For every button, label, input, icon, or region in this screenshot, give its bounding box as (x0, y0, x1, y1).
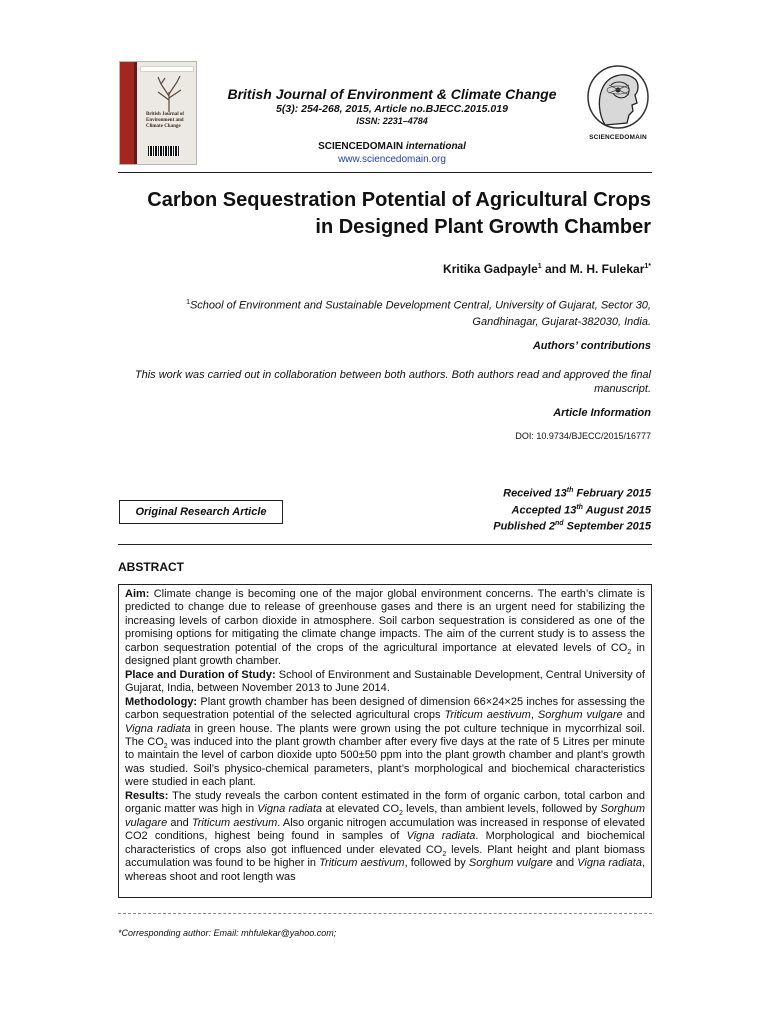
received-value: February 2015 (573, 487, 651, 500)
journal-volume-line: 5(3): 254-268, 2015, Article no.BJECC.2015.019 (276, 103, 508, 115)
published-label: Published 2 (493, 520, 555, 533)
abstract-aim (125, 588, 645, 669)
results-text: and (167, 816, 192, 829)
journal-title: British Journal of Environment & Climate Change (227, 86, 557, 102)
affiliation-text: School of Environment and Sustainable Development Central, University of Gujarat, Sector 30, Gandhinagar, Gujarat-382030, India. (189, 299, 651, 328)
ordinal-suffix: th (566, 487, 574, 494)
results-text: , whereas shoot and root length was (125, 857, 646, 883)
species-name: Vigna radiata (406, 830, 476, 843)
aim-text: in designed plant growth chamber. (125, 641, 646, 668)
affiliation (160, 295, 651, 330)
author-name: Kritika Gadpayle (443, 262, 538, 276)
aim-label: Aim: (125, 588, 150, 600)
doi-text: DOI: 10.9734/BJECC/2015/16777 (515, 431, 651, 441)
cover-spine-band (120, 62, 134, 164)
abstract-heading: ABSTRACT (118, 560, 184, 574)
publisher-suffix: international (405, 141, 466, 152)
methodology-label: Methodology: (125, 695, 198, 708)
species-name: Vigna radiata (577, 857, 642, 870)
article-information-heading: Article Information (553, 407, 651, 419)
cover-top-strip (140, 66, 194, 72)
corresponding-author-footnote: *Corresponding author: Email: mhfulekar@yahoo.com; (118, 928, 337, 938)
ordinal-suffix: th (576, 503, 583, 511)
publisher-name: SCIENCEDOMAIN (318, 141, 404, 152)
received-date (400, 484, 651, 501)
authors-contributions-heading: Authors’ contributions (532, 340, 651, 352)
header-divider (118, 172, 652, 173)
journal-issn: ISSN: 2231–4784 (356, 116, 428, 126)
published-date (400, 517, 651, 534)
section-divider (118, 544, 652, 545)
author-name: M. H. Fulekar (569, 262, 645, 276)
results-text: , followed by (404, 857, 469, 870)
species-name: Triticum aestivum (191, 816, 278, 829)
author-line (300, 262, 651, 276)
methodology-text: was induced into the plant growth chamber after every five days at the rate of 5 Litres per minute to maintain the level of carbon dioxide upto 500±50 ppm into the plant growth chamber and plant’s growth was studied. Soil’s physico-chemical parameters, plant’s morphological and biochemical characteristics were studied in each plant. (125, 735, 646, 789)
accepted-date (400, 501, 651, 518)
ordinal-suffix: nd (555, 520, 564, 528)
results-text: . Also organic nitrogen accumulation was increased in response of elevated CO2 conditions, highest being found in samples of (125, 816, 645, 843)
species-name: Vigna radiata (125, 722, 191, 735)
results-text: . Morphological and biochemical characteristics of crops also got influenced under elevated CO (125, 830, 646, 856)
cover-tree-icon (146, 74, 192, 112)
subscript: 2 (442, 850, 447, 858)
subscript: 2 (627, 649, 632, 656)
results-text: and (552, 857, 578, 870)
cover-spine-shadow (134, 62, 137, 164)
accepted-value: August 2015 (582, 504, 651, 517)
sciencedomain-logo-icon (585, 63, 651, 145)
subscript: 2 (399, 810, 403, 818)
species-name: Triticum aestivum (444, 709, 531, 722)
methodology-text: Plant growth chamber has been designed of dimension 66×24×25 inches for assessing the carbon sequestration potential of the selected agricultural crops (125, 695, 645, 722)
authors-contributions-text: This work was carried out in collaboration between both authors. Both authors read and approved the final manuscript. (134, 369, 651, 395)
methodology-text: in green house. The plants were grown using the pot culture technique in mycorrhizal soil. The CO (125, 722, 645, 748)
place-label: Place and Duration of Study: (125, 668, 276, 681)
abstract-methodology (125, 696, 645, 790)
results-label: Results: (125, 789, 169, 802)
results-text: levels. Plant height and plant biomass accumulation was found to be higher in (125, 843, 645, 870)
received-label: Received 13 (503, 487, 567, 500)
author-conjunction: and (541, 262, 570, 276)
accepted-label: Accepted 13 (511, 504, 577, 517)
results-text: at elevated CO (322, 803, 400, 816)
author-affil-mark: 1 (537, 263, 542, 270)
results-text: The study reveals the carbon content estimated in the form of organic carbon, total carbon and organic matter was high in (125, 789, 645, 816)
methodology-text: , (530, 709, 538, 722)
journal-cover-image (119, 61, 197, 165)
logo-caption: SCIENCEDOMAIN (589, 134, 647, 141)
article-dates (400, 484, 651, 534)
abstract-place (125, 669, 645, 696)
author-affil-mark: 1* (644, 263, 651, 270)
species-name: Sorghum vulagare (125, 803, 646, 829)
place-text: School of Environment and Sustainable Development, Central University of Gujarat, India, between November 2013 to June 2014. (125, 668, 645, 695)
species-name: Vigna radiata (257, 803, 323, 816)
cover-barcode (148, 146, 180, 156)
publisher-url-link[interactable]: www.sciencedomain.org (338, 154, 446, 165)
affiliation-mark: 1 (186, 299, 190, 306)
footnote-divider (118, 913, 652, 914)
publisher-line (200, 141, 584, 152)
subscript: 2 (163, 743, 168, 751)
methodology-text: and (622, 709, 645, 722)
abstract-box (118, 584, 652, 898)
species-name: Triticum aestivum (319, 857, 405, 870)
cover-title: British Journal of Environment and Climate Change (146, 112, 185, 129)
results-text: levels, than ambient levels, followed by (402, 803, 601, 816)
published-value: September 2015 (563, 520, 651, 533)
abstract-results (125, 790, 645, 884)
article-type-box: Original Research Article (119, 500, 283, 524)
species-name: Sorghum vulgare (537, 709, 623, 722)
aim-text: Climate change is becoming one of the major global environment concerns. The earth’s climate is predicted to change due to release of greenhouse gases and there is an urgent need for stabilizing the increasing levels of carbon dioxide in atmosphere. Soil carbon sequestration is considered as one of the promising options for mitigating the climate change impacts. The aim of the current study is to assess the carbon sequestration potential of the crops of the agricultural importance at elevated levels of CO (125, 588, 645, 654)
paper-title: Carbon Sequestration Potential of Agricultural Crops in Designed Plant Growth Chamber (147, 189, 651, 238)
species-name: Sorghum vulgare (468, 857, 553, 870)
